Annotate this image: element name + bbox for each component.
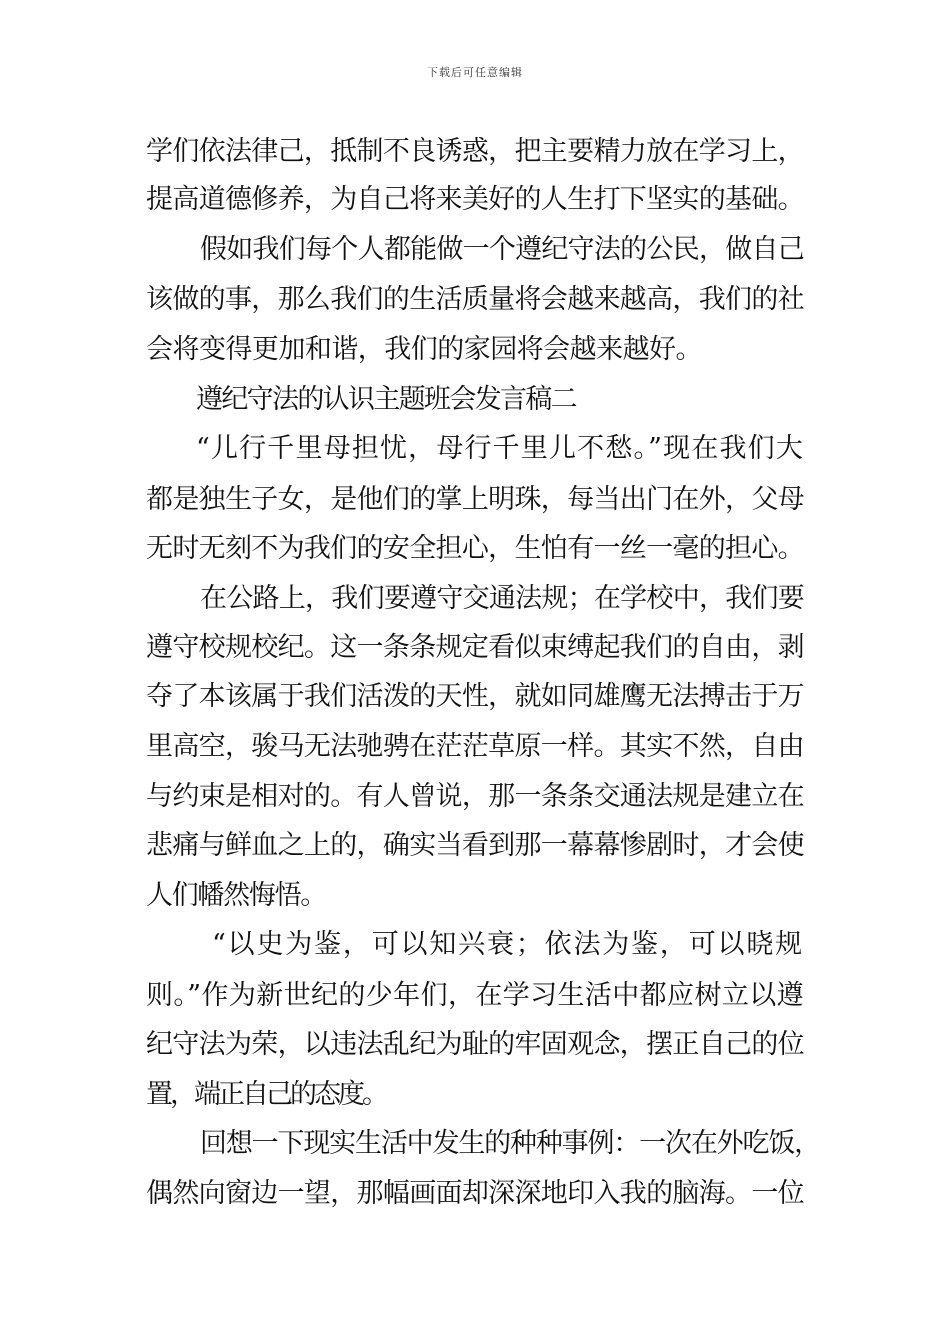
- text-line: 会将变得更加和谐，我们的家园将会越来越好。: [146, 334, 702, 365]
- paragraph-first-line: “以史为鉴，可以知兴衰；依法为鉴，可以晓规: [212, 929, 804, 960]
- text-line: 与约束是相对的。有人曾说，那一条条交通法规是建立在: [146, 781, 804, 812]
- text-line: 提高道德修养，为自己将来美好的人生打下坚实的基础。: [146, 184, 804, 215]
- text-line: 都是独生子女，是他们的掌上明珠，每当出门在外，父母: [146, 484, 804, 515]
- text-line: 则。”作为新世纪的少年们，在学习生活中都应树立以遵: [146, 980, 804, 1011]
- text-line: 偶然向窗边一望，那幅画面却深深地印入我的脑海。一位: [146, 1178, 804, 1209]
- text-line: 人们幡然悔悟。: [146, 880, 326, 911]
- paragraph-first-line: “儿行千里母担忧，母行千里儿不愁。”现在我们大: [196, 433, 804, 464]
- text-line: 学们依法律己，抵制不良诱惑，把主要精力放在学习上，: [146, 136, 804, 167]
- page-header: 下载后可任意编辑: [427, 66, 523, 79]
- paragraph-first-line: 回想一下现实生活中发生的种种事例：一次在外吃饭，: [200, 1128, 820, 1159]
- text-line: 夺了本该属于我们活泼的天性，就如同雄鹰无法搏击于万: [146, 681, 804, 712]
- text-line: 无时无刻不为我们的安全担心，生怕有一丝一毫的担心。: [146, 533, 804, 564]
- text-line: 该做的事，那么我们的生活质量将会越来越高，我们的社: [146, 284, 804, 315]
- text-line: 遵守校规校纪。这一条条规定看似束缚起我们的自由，剥: [146, 632, 804, 663]
- text-line: 纪守法为荣，以违法乱纪为耻的牢固观念，摆正自己的位: [146, 1029, 804, 1060]
- text-line: 悲痛与鲜血之上的，确实当看到那一幕幕惨剧时，才会使: [146, 830, 804, 861]
- section-heading: 遵纪守法的认识主题班会发言稿二: [196, 384, 576, 415]
- paragraph-first-line: 在公路上，我们要遵守交通法规；在学校中，我们要: [200, 583, 804, 614]
- text-line: 里高空，骏马无法驰骋在茫茫草原一样。其实不然，自由: [146, 731, 804, 762]
- paragraph-first-line: 假如我们每个人都能做一个遵纪守法的公民，做自己: [200, 234, 804, 265]
- text-line: 置，端正自己的态度。: [146, 1079, 386, 1110]
